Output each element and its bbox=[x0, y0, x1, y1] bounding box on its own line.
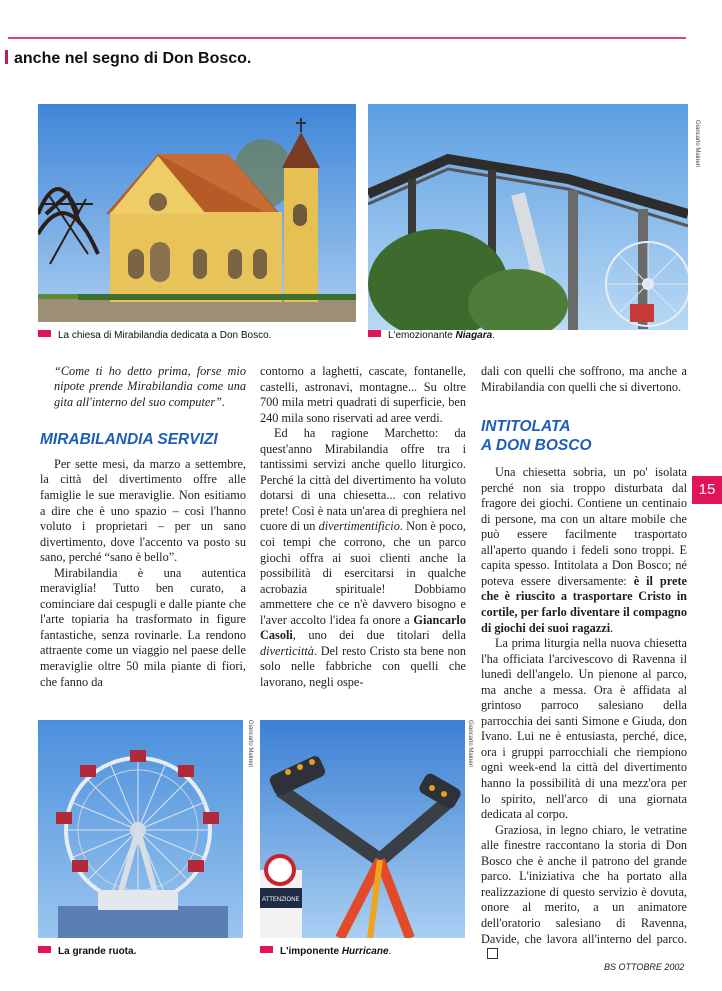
hurricane-photo-credit: Giancarlo Maineri bbox=[467, 720, 473, 768]
footer-issue: BS OTTOBRE 2002 bbox=[604, 962, 685, 972]
hurricane-caption: L'imponente Hurricane. bbox=[260, 946, 391, 957]
wheel-illustration bbox=[38, 720, 243, 938]
paragraph: La prima liturgia nella nuova chiesetta l'ha officiata l'arcivescovo di Ravenna il lunedì dell'angelo. Un pienone al parco, ma anche a messa. Ora è affidata al grintoso parroco salesiano della parrocchia dei santi Simone e Giuda, don Ivano. Lui ne è entusiasta, perché, dice, ora i gruppi parrocchiali che riempiono ogni week-end la città del divertimento hanno la possibilità di una mezz'ora per lo spirito, nell'arco di una giornata dedicata al corpo. bbox=[481, 636, 687, 822]
niagara-illustration bbox=[368, 104, 688, 330]
column-3 bbox=[481, 364, 687, 963]
hurricane-illustration bbox=[260, 720, 465, 938]
hurricane-sign-text: ATTENZIONE bbox=[262, 897, 300, 903]
paragraph: Per sette mesi, da marzo a settembre, la città del divertimento offre alle famiglie le sue meraviglie. Non esitiamo a dire che è uno spazio – così l'hanno voluto i proprietari – per un sano divertimento, dove l'accento va posto su sano, perché “sano è bello”. bbox=[40, 456, 246, 565]
niagara-photo bbox=[368, 104, 688, 330]
page-headline: anche nel segno di Don Bosco. bbox=[14, 50, 252, 67]
top-rule bbox=[8, 37, 686, 39]
caption-marker bbox=[368, 330, 381, 337]
church-photo bbox=[38, 104, 356, 322]
column-1 bbox=[40, 364, 246, 690]
section-title-servizi: MIRABILANDIA SERVIZI bbox=[40, 430, 218, 448]
page-number-tab: 15 bbox=[692, 476, 722, 504]
church-illustration bbox=[38, 104, 356, 322]
hurricane-photo bbox=[260, 720, 465, 938]
paragraph: Graziosa, in legno chiaro, le vetratine alle finestre raccontano la storia di Don Bosco che è anche il patrono del grande parco. L'iniziativa che ha portato alla realizzazione di questo servizio è dovuta, onore al merito, a un animatore dell'oratorio salesiano di Ravenna, Davide, che lavora all'interno del parco. bbox=[481, 823, 687, 963]
top-margin-mark bbox=[5, 50, 8, 64]
wheel-photo bbox=[38, 720, 243, 938]
end-of-article-mark bbox=[487, 948, 498, 959]
paragraph: Ed ha ragione Marchetto: da quest'anno Mirabilandia offre tra i tantissimi servizi anche quello liturgico. Perché la città del divertimento ha voluto dotarsi di una chiesetta... con relativo prete! Così è nata un'area di preghiera nel cuore di un divertimentificio. Non è poco, coi tempi che corrono, che un parco giochi offra ai suoi clienti anche la possibilità di esercitarsi in qualche acrobazia spirituale! Dobbiamo ammettere che ce n'è davvero bisogno e l'aver accolto l'idea fa onore a Giancarlo Casoli, uno dei due titolari della divertìcittà. Del resto Cristo sta bene non solo nelle fabbriche con quelli che lavorano, negli ospe- bbox=[260, 426, 466, 689]
paragraph: Mirabilandia è una autentica meraviglia! Tutto ben curato, a cominciare dai cespugli e dalle piante che l'arte topiaria ha trasformato in figure fantastiche, senza rovinarle. La rendono attraente come un viaggio nel paese delle meraviglie oltre 50 mila piante di fiori, che fanno da bbox=[40, 565, 246, 689]
caption-marker bbox=[38, 330, 51, 337]
intro-quote: “Come ti ho detto prima, forse mio nipote prende Mirabilandia come una gita all'interno del suo computer”. bbox=[54, 364, 246, 409]
paragraph: dali con quelli che soffrono, ma anche a Mirabilandia con quelli che si divertono. bbox=[481, 364, 687, 394]
niagara-photo-credit: Giancarlo Maineri bbox=[694, 120, 700, 168]
caption-marker bbox=[38, 946, 51, 953]
wheel-caption: La grande ruota. bbox=[38, 946, 136, 957]
church-caption: La chiesa di Mirabilandia dedicata a Don Bosco. bbox=[38, 330, 271, 341]
caption-marker bbox=[260, 946, 273, 953]
paragraph: Una chiesetta sobria, un po' isolata perché non sia troppo disturbata dal fragore dei giochi. Contiene un centinaio di persone, ma con un altare mobile che può essere facilmente trasportato all'aperto quando i fedeli sono troppi. E capita spesso. Intitolata a Don Bosco; né poteva essere diversamente: è il prete che è riuscito a trasportare Cristo in cortile, per farlo diventare il compagno di giochi dei suoi ragazzi. bbox=[481, 465, 687, 635]
section-title-intitolata: INTITOLATA A DON BOSCO bbox=[481, 418, 592, 455]
niagara-caption: L'emozionante Niagara. bbox=[368, 330, 495, 341]
column-2 bbox=[260, 364, 466, 690]
paragraph: contorno a laghetti, cascate, fontanelle, castelli, astronavi, montagne... Su oltre 700 mila metri quadrati di superficie, ben 240 mila sono riservati ad aree verdi. bbox=[260, 364, 466, 425]
wheel-photo-credit: Giancarlo Maineri bbox=[247, 720, 253, 768]
